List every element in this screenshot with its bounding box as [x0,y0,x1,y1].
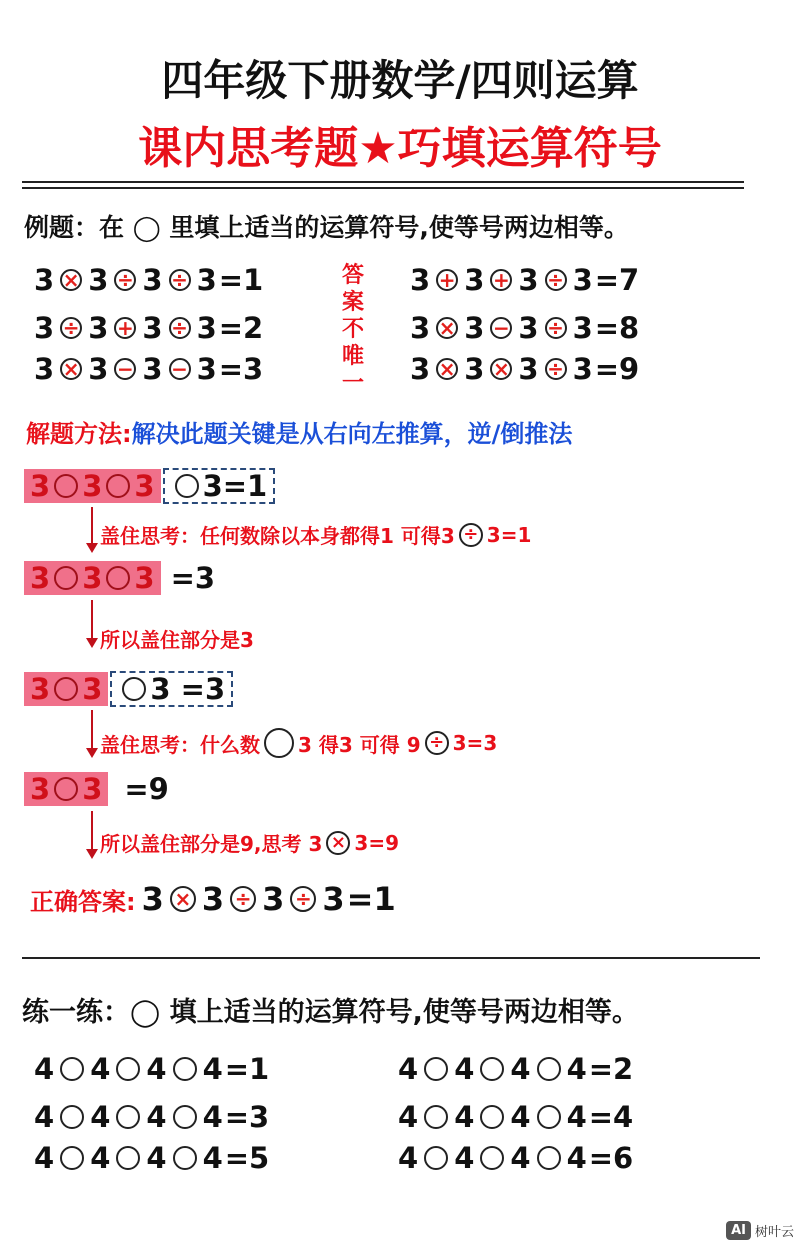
eq-number: 3 [201,880,225,918]
eq-number: 3 [196,311,217,345]
arrow-head-icon [86,543,98,553]
divide-icon: ÷ [425,731,449,755]
divide-icon: ÷ [459,523,483,547]
practice-heading: 练一练：◯ 填上适当的运算符号,使等号两边相等。 [22,997,639,1028]
blank-circle-icon [54,474,78,498]
example-eq-5 [410,311,639,345]
divider-top-2 [22,187,744,189]
arrow-down-icon [91,811,93,851]
eq-number: 3 [410,352,431,386]
covered-part: 3 3 [24,672,108,706]
divide-icon: ÷ [60,317,82,339]
blank-circle-icon [106,474,130,498]
eq-number: 3 [142,263,163,297]
practice-eq-4: 4 4 4 4 =2 [398,1052,634,1086]
method-line [26,414,572,449]
divide-icon: ÷ [545,317,567,339]
arrow-head-icon [86,849,98,859]
blank-circle-icon [480,1146,504,1170]
hint-1: 盖住思考：任何数除以本身都得1 可得3 ÷ 3=1 [100,522,532,548]
eq-result: =9 [124,772,169,806]
step2-equation [24,561,215,595]
blank-circle-icon [424,1146,448,1170]
minus-icon: − [169,358,191,380]
eq-number: 3 [322,880,345,918]
eq-number: 3 [88,263,109,297]
correct-label: 正确答案: [30,887,136,916]
blank-circle-icon [173,1105,197,1129]
divide-icon: ÷ [169,269,191,291]
blank-circle-icon [537,1105,561,1129]
blank-circle-icon [54,566,78,590]
practice-eq-1: 4 4 4 4 =1 [34,1052,270,1086]
eq-number: 3 [142,311,163,345]
times-icon: × [60,269,82,291]
answer-not-unique-note: 答案不唯一 [341,263,364,396]
example-eq-3 [34,352,263,386]
times-icon: × [326,831,350,855]
page-title: 四年级下册数学/四则运算 [161,56,639,105]
eq-number: 3 [34,352,55,386]
divide-icon: ÷ [290,886,316,912]
focus-box: 3=1 [163,468,276,504]
times-icon: × [436,317,458,339]
eq-result: =9 [594,352,640,386]
divide-icon: ÷ [114,269,136,291]
arrow-down-icon [91,600,93,640]
eq-number: 3 [196,263,217,297]
eq-result: =1 [218,263,264,297]
blank-circle-icon [424,1057,448,1081]
practice-eq-5: 4 4 4 4 =4 [398,1100,634,1134]
blank-circle-icon [54,677,78,701]
eq-number: 3 [518,352,539,386]
example-eq-2 [34,311,263,345]
blank-circle-icon [116,1105,140,1129]
divide-icon: ÷ [230,886,256,912]
blank-circle-icon [116,1057,140,1081]
example-heading: 例题：在 ◯ 里填上适当的运算符号,使等号两边相等。 [24,213,629,242]
divide-icon: ÷ [169,317,191,339]
blank-circle-icon [424,1105,448,1129]
focus-box: 3 =3 [110,671,233,707]
watermark-logo: AI [726,1221,751,1240]
blank-circle-icon [480,1057,504,1081]
eq-number: 3 [464,311,485,345]
times-icon: × [60,358,82,380]
eq-number: 3 [410,263,431,297]
blank-circle-icon [537,1057,561,1081]
practice-eq-3: 4 4 4 4 =5 [34,1141,270,1175]
practice-eq-2: 4 4 4 4 =3 [34,1100,270,1134]
example-eq-4 [410,263,639,297]
plus-icon: + [436,269,458,291]
eq-number: 3 [88,311,109,345]
arrow-down-icon [91,710,93,750]
hint-3: 盖住思考：什么数 3 得3 可得 9 ÷ 3=3 [100,728,497,758]
plus-icon: + [490,269,512,291]
eq-number: 3 [141,880,164,918]
watermark [726,1221,794,1240]
eq-number: 3 [88,352,109,386]
blank-circle-icon [480,1105,504,1129]
minus-icon: − [490,317,512,339]
blank-circle-icon [60,1146,84,1170]
eq-result: =1 [346,880,396,918]
example-eq-6 [410,352,639,386]
divider-middle [22,957,760,959]
watermark-text: 树叶云 [754,1225,794,1240]
blank-circle-icon [264,728,294,758]
times-icon: × [490,358,512,380]
eq-result: =7 [594,263,640,297]
eq-number: 3 [572,311,593,345]
step1-equation [24,468,275,504]
times-icon: × [436,358,458,380]
blank-circle-icon [173,1146,197,1170]
blank-circle-icon [106,566,130,590]
hint-4: 所以盖住部分是9,思考 3 × 3=9 [100,830,399,856]
eq-number: 3 [572,352,593,386]
blank-circle-icon [60,1057,84,1081]
eq-number: 3 [34,311,55,345]
arrow-head-icon [86,748,98,758]
divide-icon: ÷ [545,269,567,291]
hint-2: 所以盖住部分是3 [100,628,254,652]
eq-number: 3 [262,880,285,918]
eq-number: 3 [518,311,539,345]
minus-icon: − [114,358,136,380]
page-subtitle: 课内思考题★巧填运算符号 [138,123,662,174]
practice-eq-6: 4 4 4 4 =6 [398,1141,634,1175]
method-text: 解决此题关键是从右向左推算，逆/倒推法 [131,420,573,448]
covered-part: 3 3 3 [24,561,161,595]
eq-number: 3 [518,263,539,297]
correct-answer [30,880,396,918]
step3-equation [24,671,233,707]
eq-number: 3 [464,352,485,386]
blank-circle-icon [173,1057,197,1081]
eq-result: =3 [170,561,216,595]
example-eq-1 [34,263,263,297]
covered-part: 3 3 3 [24,469,161,503]
eq-result: =3 [218,352,264,386]
eq-number: 3 [464,263,485,297]
blank-circle-icon [54,777,78,801]
blank-circle-icon [122,677,146,701]
blank-circle-icon [537,1146,561,1170]
step4-equation [24,772,169,806]
times-icon: × [170,886,196,912]
blank-circle-icon [116,1146,140,1170]
covered-part: 3 3 [24,772,108,806]
blank-circle-icon [60,1105,84,1129]
eq-number: 3 [34,263,55,297]
eq-number: 3 [572,263,593,297]
method-label: 解题方法: [26,420,132,448]
arrow-down-icon [91,507,93,545]
arrow-head-icon [86,638,98,648]
eq-result: =8 [594,311,640,345]
eq-number: 3 [196,352,217,386]
divide-icon: ÷ [545,358,567,380]
eq-number: 3 [142,352,163,386]
blank-circle-icon [175,474,199,498]
eq-number: 3 [410,311,431,345]
plus-icon: + [114,317,136,339]
eq-result: =2 [218,311,264,345]
divider-top-1 [22,181,744,183]
